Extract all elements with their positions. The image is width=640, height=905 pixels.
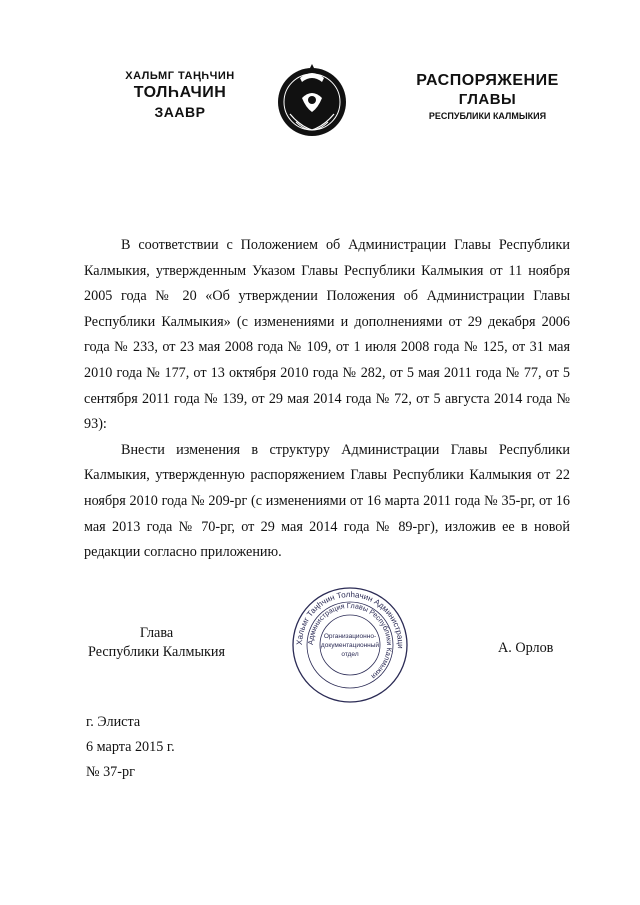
header-left-line1: ХАЛЬМГ ТАҢҺЧИН	[125, 70, 235, 82]
header-left-line2: ТОЛҺАЧИН	[133, 84, 227, 101]
signatory-title-line1: Глава	[139, 625, 174, 641]
body-paragraph-2: Внести изменения в структуру Администрации Главы Республики Калмыкия, утвержденную распоряжением Главы Республики Калмыкия от 22 ноября 2010 года № 209-рг (с изменениями от 16 марта 2011 года № 35-рг, от 16 мая 2013 года № 70-рг, от 29 мая 2014 года № 89-рг), изложив ее в новой редакции согласно приложению.	[84, 441, 570, 561]
signatory-title	[84, 624, 229, 662]
coat-of-arms-emblem-icon	[272, 52, 352, 142]
stamp-inner-text: Администрация Главы Республики Калмыкия	[305, 600, 395, 682]
official-stamp	[291, 586, 409, 704]
stamp-center-line1: Организационно-	[323, 633, 377, 640]
signatory-name: А. Орлов	[498, 640, 554, 656]
document-footer	[86, 710, 175, 785]
header-right	[395, 72, 580, 121]
issue-city: г. Элиста	[86, 714, 141, 730]
document-number: № 37-рг	[86, 764, 135, 780]
header-right-line3: РЕСПУБЛИКИ КАЛМЫКИЯ	[428, 111, 547, 121]
header-right-line2: ГЛАВЫ	[458, 91, 517, 108]
signatory-title-line2: Республики Калмыкия	[87, 644, 226, 660]
stamp-center-line3: отдел	[341, 651, 359, 658]
stamp-center-line2: документационный	[320, 642, 380, 649]
body-paragraph-1: В соответствии с Положением об Администрации Главы Республики Калмыкия, утвержденным Указом Главы Республики Калмыкия от 11 ноября 2005 года № 20 «Об утверждении Положения об Администрации Главы Республики Калмыкия» (с изменениями и дополнениями от 29 декабря 2006 года № 233, от 23 мая 2008 года № 109, от 1 июля 2008 года № 125, от 31 мая 2010 года № 177, от 13 октября 2010 года № 282, от 5 мая 2011 года № 77, от 5 сентября 2011 года № 139, от 29 мая 2014 года № 72, от 5 августа 2014 года № 93):	[84, 237, 570, 433]
header-left-line3: ЗААВР	[154, 104, 206, 120]
stamp-outer-text: Хальмг Таңһчин Толһачин Администраци	[294, 589, 406, 649]
header-right-line1: РАСПОРЯЖЕНИЕ	[416, 72, 559, 89]
issue-date: 6 марта 2015 г.	[86, 739, 175, 755]
header-left	[100, 70, 260, 120]
order-body	[84, 233, 570, 566]
